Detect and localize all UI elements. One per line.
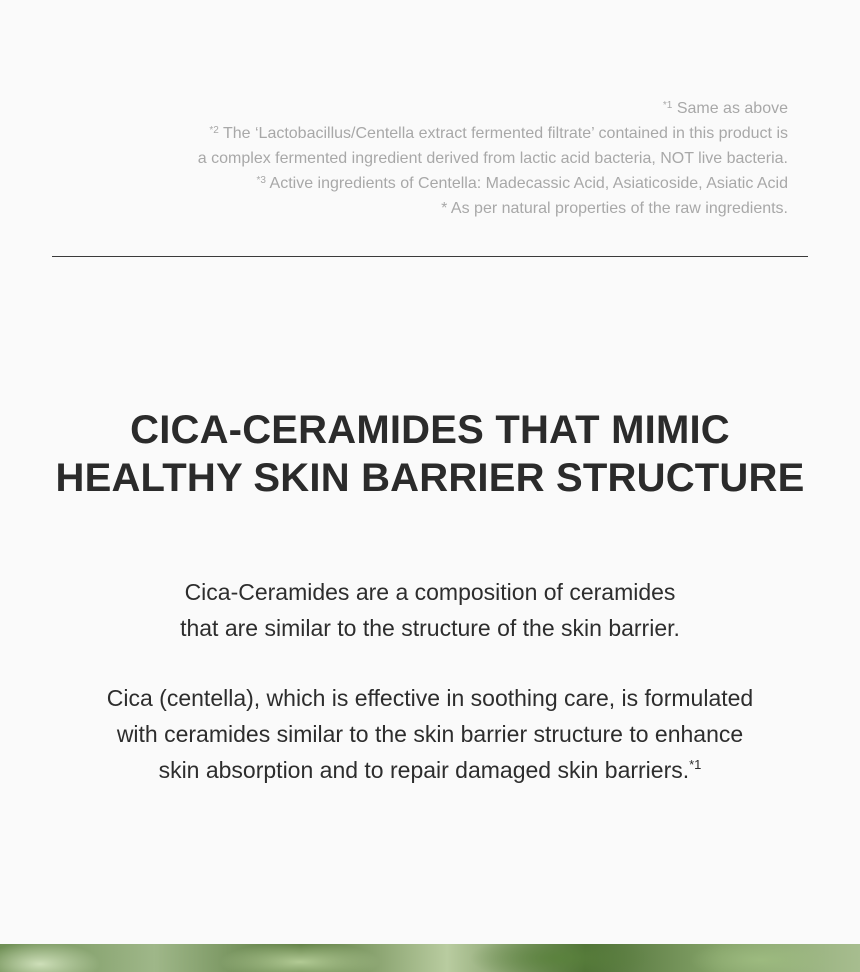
footnote-reference: *1 (689, 757, 702, 772)
headline-line-2: HEALTHY SKIN BARRIER STRUCTURE (55, 456, 805, 500)
description-line-3 (0, 752, 860, 788)
headline-line-1: CICA-CERAMIDES THAT MIMIC (130, 408, 730, 452)
footnote-2-continued (48, 146, 788, 171)
footnote-1 (48, 96, 788, 121)
footnote-mark: *2 (209, 125, 219, 136)
section-divider (52, 256, 808, 257)
section-headline (0, 406, 860, 502)
footnote-text: The ‘Lactobacillus/Centella extract fermented filtrate’ contained in this product is (222, 125, 788, 142)
footnotes (48, 96, 788, 221)
intro-line-2: that are similar to the structure of the skin barrier. (180, 615, 680, 641)
footnote-text: Active ingredients of Centella: Madecassic Acid, Asiaticoside, Asiatic Acid (269, 175, 788, 192)
description-line-2: with ceramides similar to the skin barrier structure to enhance (116, 721, 744, 747)
footnote-3 (48, 171, 788, 196)
description-paragraph (0, 680, 860, 788)
footnote-natural-properties (48, 196, 788, 221)
footnote-mark: *3 (256, 175, 266, 186)
footnote-text: a complex fermented ingredient derived from lactic acid bacteria, NOT live bacteria. (197, 150, 788, 167)
footnote-text: Same as above (676, 100, 788, 117)
description-line-3-text: skin absorption and to repair damaged skin barriers. (158, 757, 690, 783)
centella-leaves-image (0, 944, 860, 972)
intro-paragraph (0, 574, 860, 646)
intro-line-1: Cica-Ceramides are a composition of ceramides (184, 579, 676, 605)
footnote-text: * As per natural properties of the raw ingredients. (441, 200, 788, 217)
footnote-mark: *1 (662, 100, 673, 111)
description-line-1: Cica (centella), which is effective in soothing care, is formulated (106, 685, 754, 711)
footnote-2 (48, 121, 788, 146)
